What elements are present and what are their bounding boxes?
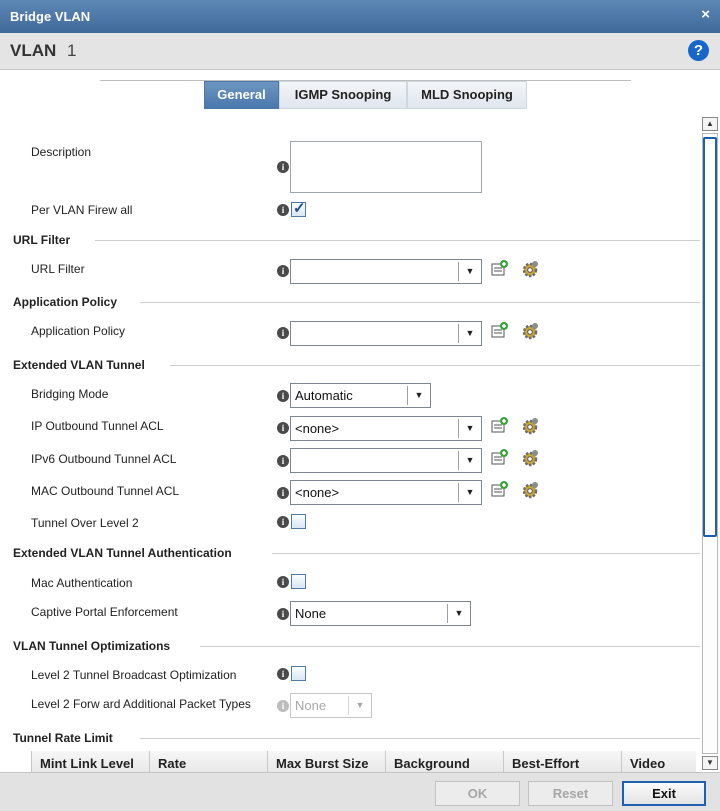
close-icon[interactable]: ×	[701, 6, 710, 23]
scroll-down-icon[interactable]: ▼	[702, 756, 718, 770]
info-icon: i	[277, 608, 289, 620]
table-header-row	[32, 751, 697, 772]
add-policy-icon[interactable]	[490, 259, 510, 279]
chevron-down-icon: ▼	[458, 419, 481, 438]
info-icon: i	[277, 576, 289, 588]
description-textarea[interactable]	[290, 141, 482, 193]
help-icon[interactable]: ?	[688, 40, 709, 61]
reset-button[interactable]: Reset	[528, 781, 613, 806]
column-rate[interactable]: Rate	[150, 751, 268, 772]
info-icon: i	[277, 265, 289, 277]
add-policy-icon[interactable]	[490, 321, 510, 341]
exit-button[interactable]: Exit	[622, 781, 706, 806]
bridging-mode-select[interactable]: Automatic ▼	[290, 383, 431, 408]
broadcast-optimization-label: Level 2 Tunnel Broadcast Optimization	[31, 668, 237, 682]
tab-mld-snooping[interactable]: MLD Snooping	[407, 81, 527, 109]
column-best-effort[interactable]: Best-Effort	[504, 751, 622, 772]
broadcast-optimization-checkbox[interactable]	[291, 666, 306, 681]
chevron-down-icon: ▼	[458, 451, 481, 470]
scroll-up-icon[interactable]: ▲	[702, 117, 718, 131]
ipv6-outbound-acl-label: IPv6 Outbound Tunnel ACL	[31, 452, 177, 466]
info-icon: i	[277, 204, 289, 216]
info-icon: i	[277, 455, 289, 467]
forward-packet-types-label: Level 2 Forw ard Additional Packet Types	[31, 697, 251, 711]
section-application-policy: Application Policy	[13, 295, 125, 309]
ip-outbound-acl-label: IP Outbound Tunnel ACL	[31, 419, 164, 433]
application-policy-label: Application Policy	[31, 324, 126, 338]
info-icon: i	[277, 668, 289, 680]
section-extended-vlan-tunnel: Extended VLAN Tunnel	[13, 358, 153, 372]
ip-outbound-acl-select[interactable]: <none> ▼	[290, 416, 482, 441]
section-divider	[95, 240, 700, 241]
info-icon: i	[277, 422, 289, 434]
vlan-header	[0, 33, 720, 70]
info-icon: i	[277, 516, 289, 528]
vertical-scrollbar[interactable]	[700, 115, 720, 772]
rate-limit-table	[31, 751, 696, 772]
section-divider	[170, 365, 700, 366]
column-background[interactable]: Background	[386, 751, 504, 772]
add-policy-icon[interactable]	[490, 416, 510, 436]
firewall-label: Per VLAN Firew all	[31, 203, 133, 217]
vlan-label: VLAN	[10, 41, 57, 60]
ok-button[interactable]: OK	[435, 781, 520, 806]
tunnel-level2-label: Tunnel Over Level 2	[31, 516, 139, 530]
column-video[interactable]: Video	[622, 751, 697, 772]
info-icon: i	[277, 327, 289, 339]
section-divider	[272, 553, 700, 554]
title-bar	[0, 0, 720, 33]
section-tunnel-optimizations: VLAN Tunnel Optimizations	[13, 639, 178, 653]
column-max-burst-size[interactable]: Max Burst Size	[268, 751, 386, 772]
add-policy-icon[interactable]	[490, 448, 510, 468]
chevron-down-icon: ▼	[458, 262, 481, 281]
section-tunnel-authentication: Extended VLAN Tunnel Authentication	[13, 546, 240, 560]
gear-icon[interactable]	[520, 321, 540, 341]
add-policy-icon[interactable]	[490, 480, 510, 500]
gear-icon[interactable]	[520, 416, 540, 436]
section-tunnel-rate-limit: Tunnel Rate Limit	[13, 731, 121, 745]
section-divider	[140, 738, 700, 739]
general-panel	[0, 110, 700, 772]
ipv6-outbound-acl-select[interactable]	[290, 448, 482, 473]
gear-icon[interactable]	[520, 448, 540, 468]
chevron-down-icon: ▼	[348, 696, 371, 715]
firewall-checkbox[interactable]	[291, 202, 306, 217]
tab-general[interactable]: General	[204, 81, 279, 109]
forward-packet-types-select[interactable]: None ▼	[290, 693, 372, 718]
tab-igmp-snooping[interactable]: IGMP Snooping	[279, 81, 407, 109]
gear-icon[interactable]	[520, 259, 540, 279]
mac-authentication-label: Mac Authentication	[31, 576, 133, 590]
url-filter-select[interactable]	[290, 259, 482, 284]
mac-authentication-checkbox[interactable]	[291, 574, 306, 589]
info-icon: i	[277, 161, 289, 173]
mac-outbound-acl-select[interactable]: <none> ▼	[290, 480, 482, 505]
url-filter-label: URL Filter	[31, 262, 85, 276]
info-icon: i	[277, 700, 289, 712]
check-icon: ✓	[293, 200, 306, 217]
description-label: Description	[31, 145, 92, 159]
chevron-down-icon: ▼	[407, 386, 430, 405]
captive-portal-label: Captive Portal Enforcement	[31, 605, 178, 619]
chevron-down-icon: ▼	[447, 604, 470, 623]
bridging-mode-label: Bridging Mode	[31, 387, 109, 401]
vlan-number: 1	[67, 41, 77, 60]
captive-portal-select[interactable]: None ▼	[290, 601, 471, 626]
application-policy-select[interactable]	[290, 321, 482, 346]
footer-bar	[0, 772, 720, 811]
section-divider	[140, 302, 700, 303]
section-divider	[200, 646, 700, 647]
chevron-down-icon: ▼	[458, 324, 481, 343]
window-title: Bridge VLAN	[10, 9, 91, 24]
info-icon: i	[277, 487, 289, 499]
mac-outbound-acl-label: MAC Outbound Tunnel ACL	[31, 484, 180, 498]
chevron-down-icon: ▼	[458, 483, 481, 502]
info-icon: i	[277, 390, 289, 402]
tunnel-level2-checkbox[interactable]	[291, 514, 306, 529]
gear-icon[interactable]	[520, 480, 540, 500]
section-url-filter: URL Filter	[13, 233, 78, 247]
scroll-thumb[interactable]	[703, 137, 717, 537]
column-mint-link-level[interactable]: Mint Link Level	[32, 751, 150, 772]
